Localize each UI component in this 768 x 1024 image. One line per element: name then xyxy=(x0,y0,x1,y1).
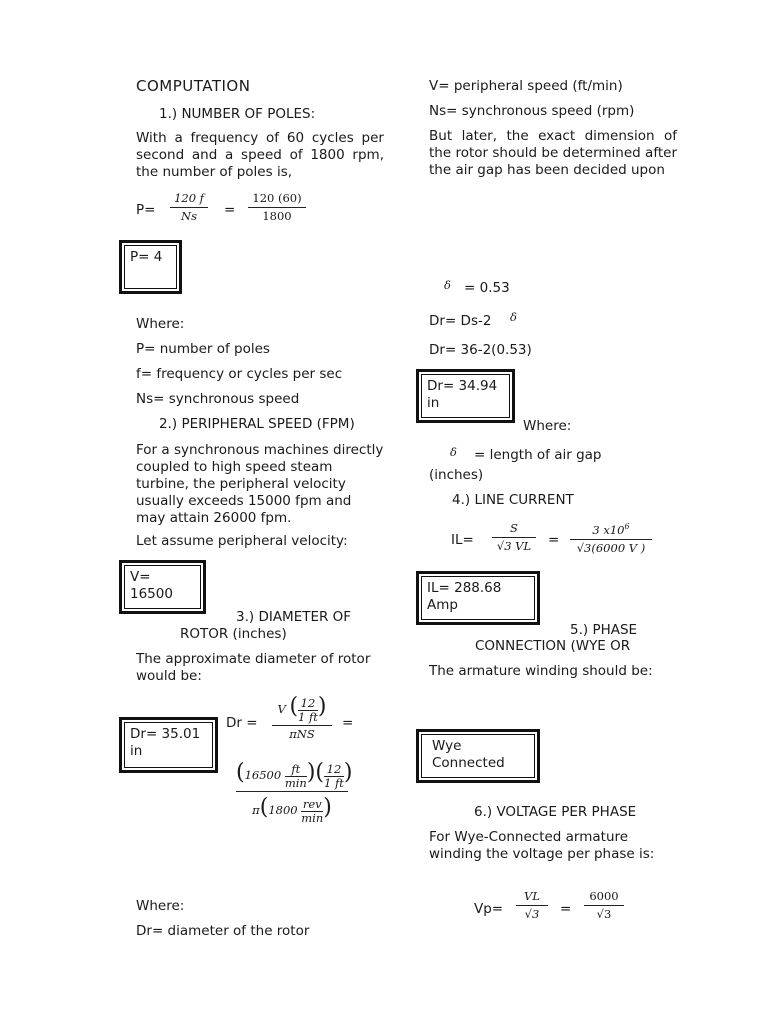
section-3-title-a: 3.) DIAMETER OF xyxy=(236,609,352,625)
definition-f: f= frequency or cycles per sec xyxy=(136,366,343,382)
definition-dr: Dr= diameter of the rotor xyxy=(136,923,310,939)
dr-equation-2: Dr= 36-2(0.53) xyxy=(429,342,532,358)
section-1-title: 1.) NUMBER OF POLES: xyxy=(159,106,316,122)
vp-fraction-2 xyxy=(584,889,624,922)
section-6-title: 6.) VOLTAGE PER PHASE xyxy=(474,804,637,820)
delta-symbol-2: δ xyxy=(510,310,517,324)
il-fraction-2-denominator: √3(6000 V ) xyxy=(576,540,646,555)
where-label-2: Where: xyxy=(136,898,185,914)
heading-computation: COMPUTATION xyxy=(136,77,251,95)
section-4-title: 4.) LINE CURRENT xyxy=(452,492,574,508)
p-fraction-1-denominator: Ns xyxy=(181,209,197,223)
dr-numeric-denominator: π(1800 rev min ) xyxy=(252,795,332,825)
dr-equals: = xyxy=(342,715,354,731)
il-numerator-exponent: 6 xyxy=(624,522,630,531)
where-label-right: Where: xyxy=(523,418,572,434)
il-equals: = xyxy=(548,532,560,548)
vp-fraction-2-numerator: 6000 xyxy=(589,889,619,903)
p-fraction-2 xyxy=(248,191,306,224)
dr-equation-1: Dr= Ds-2 xyxy=(429,313,492,329)
dr-result-text: Dr= 35.01 in xyxy=(130,726,201,759)
vp-equation-lhs: Vp= xyxy=(474,901,504,917)
rpm-value: 1800 xyxy=(268,803,298,817)
vp-fraction-2-denominator: √3 xyxy=(596,907,612,921)
section-3-paragraph: The approximate diameter of rotor would be: xyxy=(136,651,371,684)
il-result-text: IL= 288.68 Amp xyxy=(427,580,502,613)
pi-symbol: π xyxy=(252,803,260,817)
assume-label: Let assume peripheral velocity: xyxy=(136,533,348,549)
dr-numeric-numerator: (16500 ft min )( $\frac{12}{1 ft}$ ) xyxy=(236,760,353,790)
p-equals: = xyxy=(224,202,236,218)
section-5-title-b: CONNECTION (WYE OR xyxy=(475,638,631,654)
vp-fraction-1-denominator: √3 xyxy=(524,907,540,921)
section-3-title-b: ROTOR (inches) xyxy=(180,626,287,642)
section-1-paragraph: With a frequency of 60 cycles per second and a speed of 1800 rpm, the number of poles is, xyxy=(136,130,384,180)
air-gap-paragraph: But later, the exact dimension of the rotor should be determined after the air gap has been decided upon xyxy=(429,128,677,178)
il-fraction-1-denominator: √3 VL xyxy=(496,539,532,553)
dr-numeric-fraction xyxy=(236,758,353,825)
definition-v: V= peripheral speed (ft/min) xyxy=(429,78,623,94)
min-unit: min xyxy=(284,775,307,790)
il-numerator-base: 3 x10 xyxy=(592,522,625,537)
dr-right-result-box xyxy=(416,369,515,423)
dr-symbolic-fraction xyxy=(272,692,332,742)
il-equation-lhs: IL= xyxy=(451,532,474,548)
rev-unit: rev xyxy=(302,796,322,811)
p-fraction-1 xyxy=(170,191,208,224)
section-2-paragraph: For a synchronous machines directly coupled to high speed steam turbine, the peripheral velocity usually exceeds 15000 fpm and may attain 26000 fpm. xyxy=(136,442,384,526)
delta-definition-units: (inches) xyxy=(429,467,484,483)
v-result-box xyxy=(119,560,206,614)
il-fraction-2-numerator xyxy=(570,519,652,538)
vp-equals: = xyxy=(560,901,572,917)
v-result-text: V= 16500 xyxy=(130,569,173,602)
p-fraction-2-denominator: 1800 xyxy=(262,209,292,223)
p-result-box xyxy=(119,240,182,294)
twelve-numerator-b: 12 xyxy=(326,761,342,776)
il-fraction-2 xyxy=(570,519,652,556)
il-fraction-1 xyxy=(492,521,536,554)
p-equation-lhs: P= xyxy=(136,202,156,218)
p-result-text: P= 4 xyxy=(130,249,163,265)
definition-ns: Ns= synchronous speed xyxy=(136,391,300,407)
delta-definition: = length of air gap xyxy=(474,447,602,463)
delta-symbol-1: δ xyxy=(444,278,451,292)
wye-result-box xyxy=(416,729,540,783)
section-5-title-a: 5.) PHASE xyxy=(570,622,638,638)
ft-unit: ft xyxy=(291,761,301,776)
delta-symbol-3: δ xyxy=(450,445,457,459)
section-5-paragraph: The armature winding should be: xyxy=(429,663,653,679)
twelve-numerator: 12 xyxy=(300,695,316,710)
p-fraction-2-numerator: 120 (60) xyxy=(252,191,302,205)
dr-result-box xyxy=(119,717,218,773)
speed-value: 16500 xyxy=(244,768,282,782)
vp-fraction-1 xyxy=(516,889,548,922)
v-symbol: V xyxy=(277,702,286,716)
one-ft-denominator: 1 ft xyxy=(298,709,318,724)
dr-right-result-text: Dr= 34.94 in xyxy=(427,378,498,411)
dr-symbolic-denominator: πNS xyxy=(289,727,315,741)
il-result-box xyxy=(416,571,540,625)
one-ft-denominator-b: 1 ft xyxy=(324,775,344,790)
dr-equation-lhs: Dr = xyxy=(226,715,258,731)
min-unit-2: min xyxy=(301,810,324,825)
definition-ns-right: Ns= synchronous speed (rpm) xyxy=(429,103,635,119)
where-label-1: Where: xyxy=(136,316,185,332)
il-fraction-1-numerator: S xyxy=(510,521,518,535)
delta-value: = 0.53 xyxy=(464,280,510,296)
section-6-paragraph: For Wye-Connected armature winding the voltage per phase is: xyxy=(429,829,655,862)
wye-result-text: Wye Connected xyxy=(432,738,505,771)
p-fraction-1-numerator: 120 f xyxy=(174,191,204,205)
definition-p: P= number of poles xyxy=(136,341,270,357)
vp-fraction-1-numerator: VL xyxy=(524,889,540,903)
dr-symbolic-numerator: V ( $\frac{12}{1 ft}$ ) xyxy=(277,694,327,724)
section-2-title: 2.) PERIPHERAL SPEED (FPM) xyxy=(159,416,355,432)
